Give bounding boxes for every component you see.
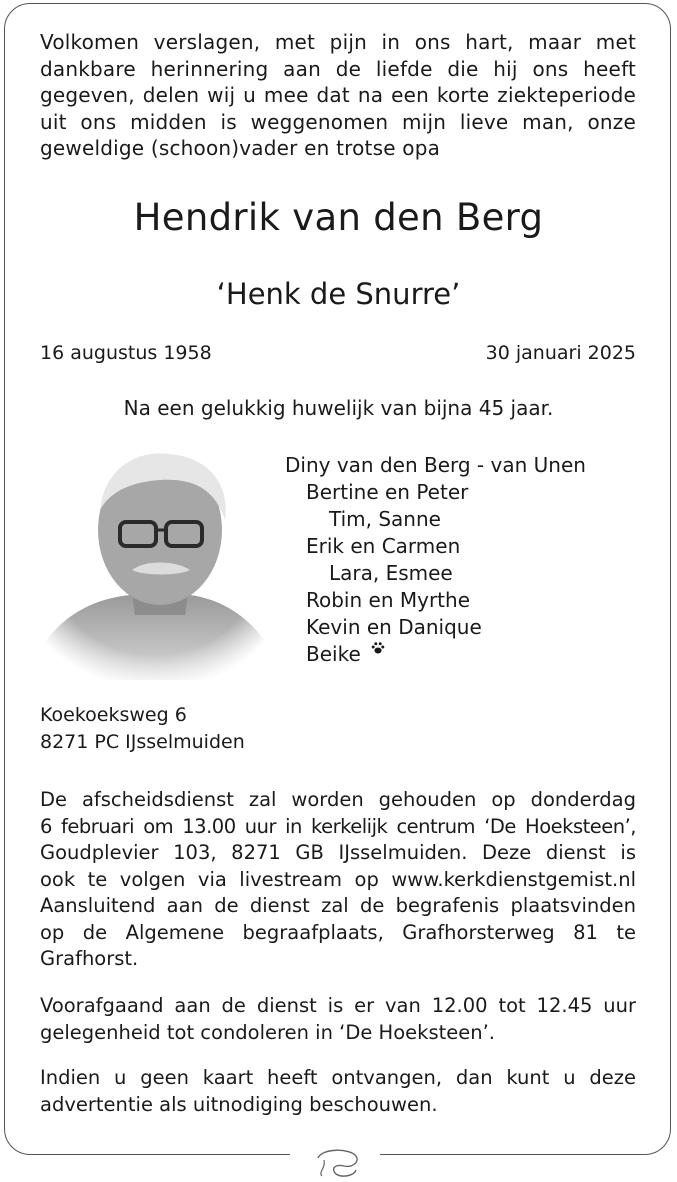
service-line: op de Algemene begraafplaats, Grafhorsterweg 81 te	[40, 920, 636, 944]
birth-date: 16 augustus 1958	[40, 342, 212, 364]
family-member: Kevin en Danique	[306, 615, 482, 639]
address	[40, 702, 245, 755]
family-member: Diny van den Berg - van Unen	[285, 453, 586, 477]
intro-line: dankbare herinnering aan de liefde die hij ons heeft	[40, 56, 636, 81]
death-date: 30 januari 2025	[485, 342, 636, 364]
invitation-text	[40, 1065, 636, 1118]
condolence-text	[40, 993, 636, 1046]
portrait-photo	[20, 430, 290, 690]
service-line: 6 februari om 13.00 uur in kerkelijk centrum ‘De Hoeksteen’,	[40, 814, 636, 838]
family-member: Tim, Sanne	[329, 507, 441, 531]
family-member: Lara, Esmee	[329, 561, 453, 585]
service-line: De afscheidsdienst zal worden gehouden op donderdag	[40, 788, 636, 811]
intro-line: gegeven, delen wij u mee dat na een korte ziekteperiode	[40, 83, 636, 107]
dates-row	[40, 342, 636, 364]
paw-print-icon	[371, 641, 385, 655]
address-city: 8271 PC IJsselmuiden	[40, 730, 245, 753]
family-member-label: Beike	[306, 642, 361, 666]
condolence-line: gelegenheid tot condoleren in ‘De Hoeksteen’.	[40, 1020, 495, 1044]
family-member-pet	[285, 641, 586, 668]
service-line: ook te volgen via livestream op www.kerkdienstgemist.nl	[40, 867, 636, 891]
condolence-line: Voorafgaand aan de dienst is er van 12.00 tot 12.45 uur	[40, 994, 636, 1017]
intro-line: uit ons midden is weggenomen mijn lieve man, onze	[40, 109, 636, 134]
footer-ornament-icon	[0, 1138, 677, 1182]
deceased-name: Hendrik van den Berg	[133, 196, 544, 239]
intro-line: Volkomen verslagen, met pijn in ons hart, maar met	[40, 30, 636, 54]
family-member: Erik en Carmen	[306, 534, 461, 558]
address-street: Koekoeksweg 6	[40, 704, 187, 726]
service-line: Aansluitend aan de dienst zal de begrafenis plaatsvinden	[40, 894, 636, 917]
invitation-line: advertentie als uitnodiging beschouwen.	[40, 1092, 438, 1116]
family-member: Robin en Myrthe	[306, 588, 470, 612]
invitation-line: Indien u geen kaart heeft ontvangen, dan kunt u deze	[40, 1066, 636, 1089]
service-line: Goudplevier 103, 8271 GB IJsselmuiden. Deze dienst is	[40, 841, 636, 864]
deceased-nickname: ‘Henk de Snurre’	[216, 277, 461, 311]
family-member: Bertine en Peter	[306, 480, 469, 504]
family-list	[285, 452, 586, 668]
intro-line: geweldige (schoon)vader en trotse opa	[40, 136, 441, 160]
marriage-text: Na een gelukkig huwelijk van bijna 45 jaar.	[123, 396, 554, 420]
service-line: Grafhorst.	[40, 947, 139, 970]
intro-text	[40, 29, 636, 162]
service-text	[40, 787, 636, 973]
